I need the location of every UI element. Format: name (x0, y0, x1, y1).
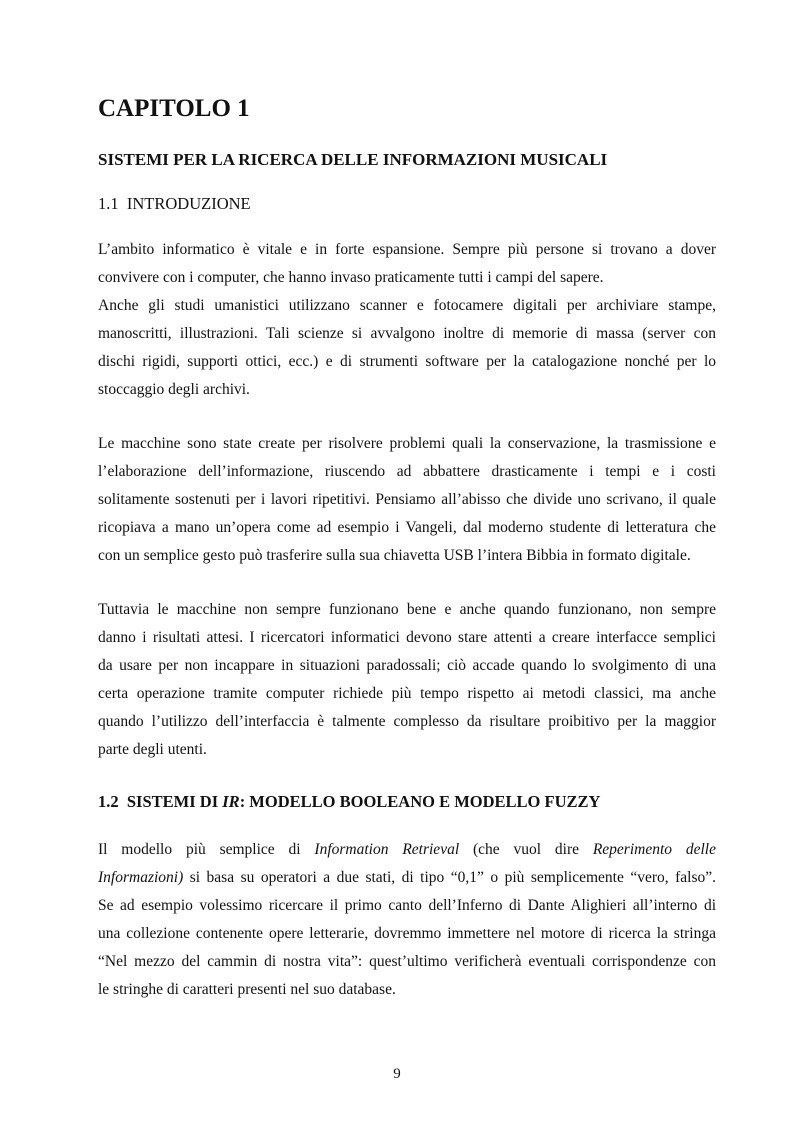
text-line: stoccaggio degli archivi. (98, 381, 250, 398)
text-line: Se ad esempio volessimo ricercare il primo canto dell’Inferno di Dante Alighieri all’interno di (98, 897, 716, 914)
text-line: Tuttavia le macchine non sempre funzionano bene e anche quando funzionano, non sempre (98, 601, 716, 618)
text-line: l’elaborazione dell’informazione, riuscendo ad abbattere drasticamente i tempi e i costi (98, 463, 716, 480)
text-line: convivere con i computer, che hanno invaso praticamente tutti i campi del sapere. (98, 269, 604, 286)
chapter-heading: CAPITOLO 1 (98, 95, 250, 122)
subsection-number: 1.1 (98, 194, 119, 213)
text-line: “Nel mezzo del cammin di nostra vita”: quest’ultimo verificherà eventuali corrispondenze con (98, 953, 716, 970)
italic-term: Information Retrieval (314, 841, 460, 858)
text-run: si basa su operatori a due stati, di tipo “0,1” o più semplicemente “vero, falso”. (183, 869, 716, 886)
text-line: L’ambito informatico è vitale e in forte espansione. Sempre più persone si trovano a dover (98, 241, 716, 258)
text-run: Il modello più semplice di (98, 841, 315, 858)
text-line: parte degli utenti. (98, 741, 207, 758)
text-line: le stringhe di caratteri presenti nel suo database. (98, 981, 396, 998)
text-line: manoscritti, illustrazioni. Tali scienze si avvalgono inoltre di memorie di massa (server con (98, 325, 716, 342)
subsection-title-start: SISTEMI DI (126, 792, 223, 811)
text-line: da usare per non incappare in situazioni paradossali; ciò accade quando lo svolgimento di una (98, 657, 716, 674)
text-line: con un semplice gesto può trasferire sulla sua chiavetta USB l’intera Bibbia in formato digitale. (98, 547, 691, 564)
subsection-heading-ir (98, 790, 600, 814)
paragraph-intro-1 (98, 236, 716, 404)
subsection-title-italic: IR (222, 792, 240, 811)
subsection-heading-intro (98, 192, 251, 216)
section-heading: SISTEMI PER LA RICERCA DELLE INFORMAZIONI MUSICALI (98, 150, 608, 169)
subsection-title-end: : MODELLO BOOLEANO E MODELLO FUZZY (239, 792, 601, 811)
text-line: quando l’utilizzo dell’interfaccia è talmente complesso da risultare proibitivo per la maggior (98, 713, 716, 730)
text-line (98, 864, 716, 892)
text-line: Le macchine sono state create per risolvere problemi quali la conservazione, la trasmissione e (98, 435, 716, 452)
subsection-title: INTRODUZIONE (126, 194, 251, 213)
italic-term: Reperimento delle (592, 841, 716, 858)
text-line: una collezione contenente opere letterarie, dovremmo immettere nel motore di ricerca la stringa (98, 925, 716, 942)
page-number: 9 (393, 1066, 401, 1082)
text-line: solitamente sostenuti per i lavori ripetitivi. Pensiamo all’abisso che divide uno scrivano, il quale (98, 491, 716, 508)
text-line: Anche gli studi umanistici utilizzano scanner e fotocamere digitali per archiviare stampe, (98, 297, 716, 314)
paragraph-intro-3 (98, 596, 716, 764)
text-run: (che vuol dire (459, 841, 593, 858)
text-line: dischi rigidi, supporti ottici, ecc.) e di strumenti software per la catalogazione nonché per lo (98, 353, 716, 370)
italic-term: Informazioni) (98, 869, 184, 886)
paragraph-intro-2 (98, 430, 716, 570)
text-line (98, 836, 716, 864)
subsection-number: 1.2 (98, 792, 119, 811)
text-line: certa operazione tramite computer richiede più tempo rispetto ai metodi classici, ma anche (98, 685, 716, 702)
paragraph-ir-1 (98, 836, 716, 1004)
text-line: danno i risultati attesi. I ricercatori informatici devono stare attenti a creare interfacce semplici (98, 629, 716, 646)
text-line: ricopiava a mano un’opera come ad esempio i Vangeli, dal moderno studente di letteratura che (98, 519, 716, 536)
